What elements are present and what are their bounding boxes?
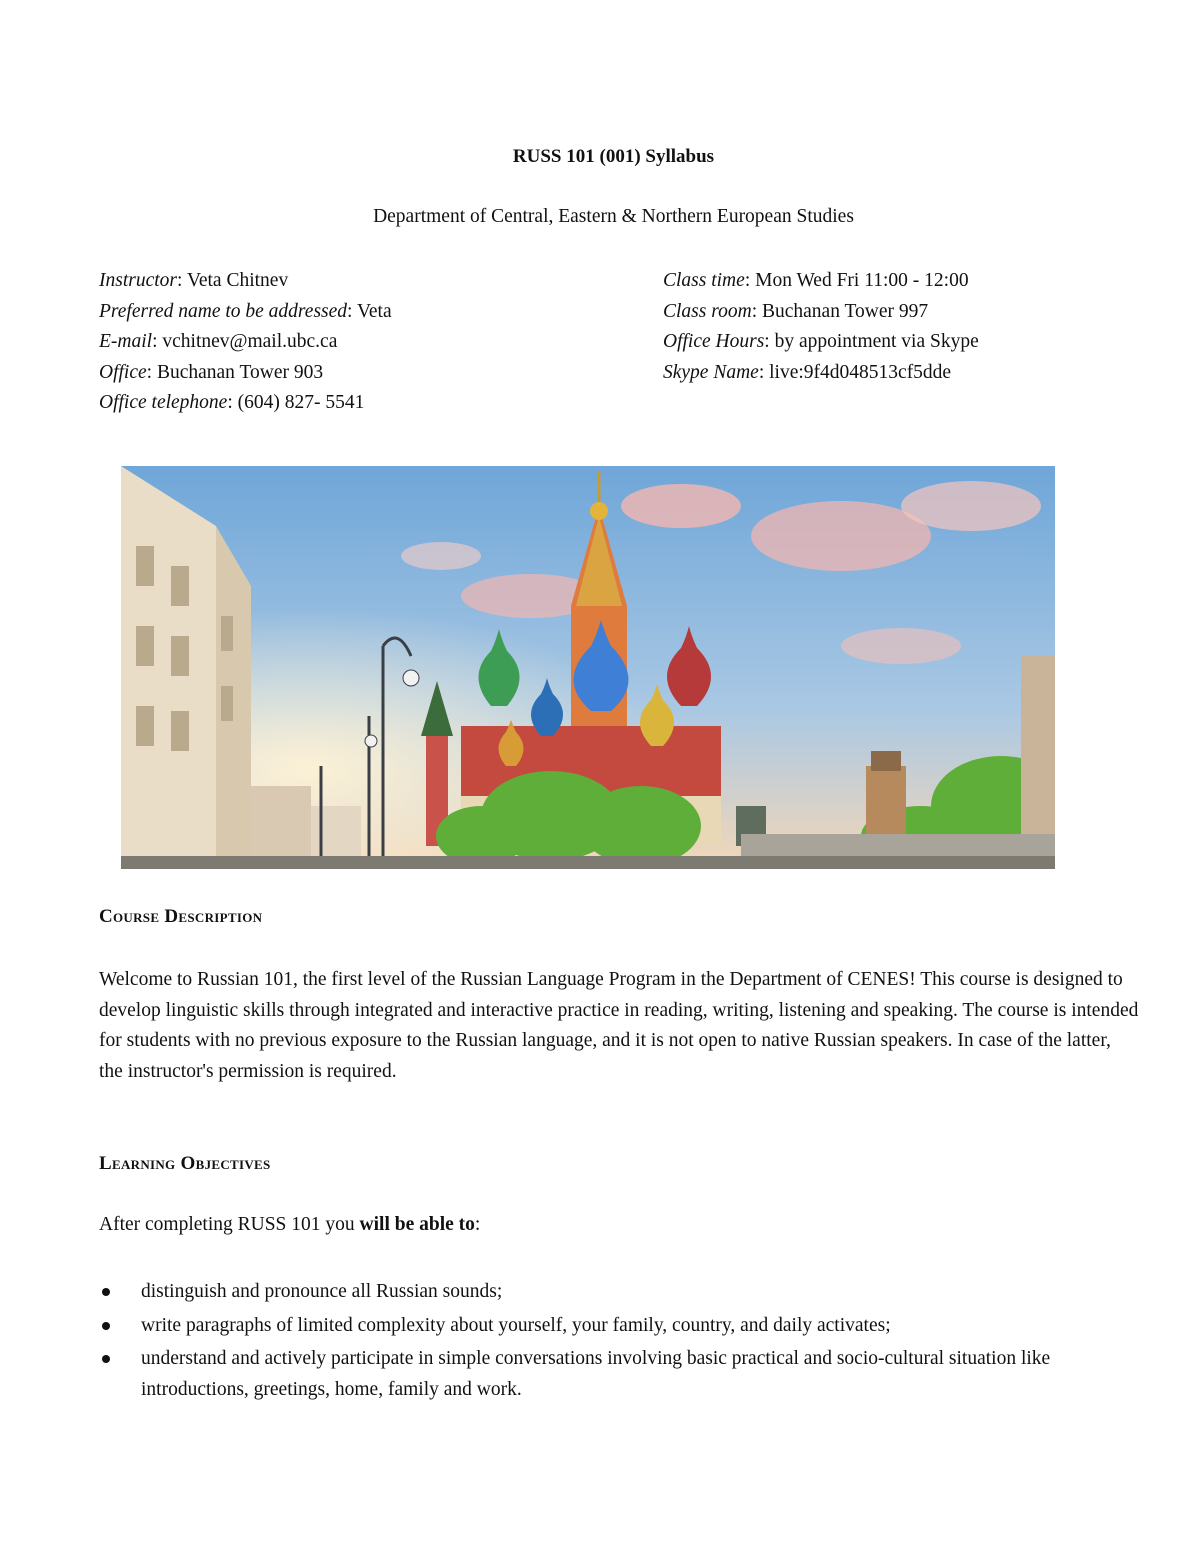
bullet-icon [102, 1288, 110, 1296]
instructor-row: Instructor: Veta Chitnev [99, 270, 289, 291]
class-room-row: Class room: Buchanan Tower 997 [663, 300, 929, 322]
bullet-icon [102, 1355, 110, 1363]
moscow-banner-image [121, 466, 1055, 869]
office-hours-row: Office Hours: by appointment via Skype [663, 331, 979, 352]
office-row: Office: Buchanan Tower 903 [99, 361, 324, 383]
learning-objectives-heading: Learning Objectives [99, 1153, 271, 1174]
cathedral-illustration [121, 466, 1055, 869]
course-description-text: Welcome to Russian 101, the first level of the Russian Language Program in the Department of CENES! This course is designed to develop linguistic skills through integrated and interactive practice in reading, writing, listening and speaking. The course is intended for students with no previous exposure to the Russian language, and it is not open to native Russian speakers. In case of the latter, the instructor's permission is required. [99, 969, 1139, 1082]
course-description-heading: Course Description [99, 906, 263, 927]
preferred-name-row: Preferred name to be addressed: Veta [99, 300, 392, 322]
objectives-list [99, 1277, 1139, 1408]
page-title: RUSS 101 (001) Syllabus [512, 146, 715, 167]
list-item: understand and actively participate in simple conversations involving basic practical and socio-cultural situation like introductions, greetings, home, family and work. [99, 1344, 1139, 1405]
list-item: distinguish and pronounce all Russian sounds; [99, 1277, 1139, 1308]
objectives-intro: After completing RUSS 101 you will be able to: [99, 1214, 481, 1235]
instructor-info [99, 266, 392, 419]
email-row: E-mail: vchitnev@mail.ubc.ca [99, 331, 338, 352]
department-name: Department of Central, Eastern & Northern European Studies [373, 206, 854, 227]
list-item: write paragraphs of limited complexity about yourself, your family, country, and daily activates; [99, 1311, 1139, 1342]
bullet-icon [102, 1322, 110, 1330]
skype-name-row: Skype Name: live:9f4d048513cf5dde [663, 361, 952, 383]
class-info [663, 266, 979, 388]
class-time-row: Class time: Mon Wed Fri 11:00 - 12:00 [663, 270, 969, 291]
office-telephone-row: Office telephone: (604) 827- 5541 [99, 392, 365, 413]
